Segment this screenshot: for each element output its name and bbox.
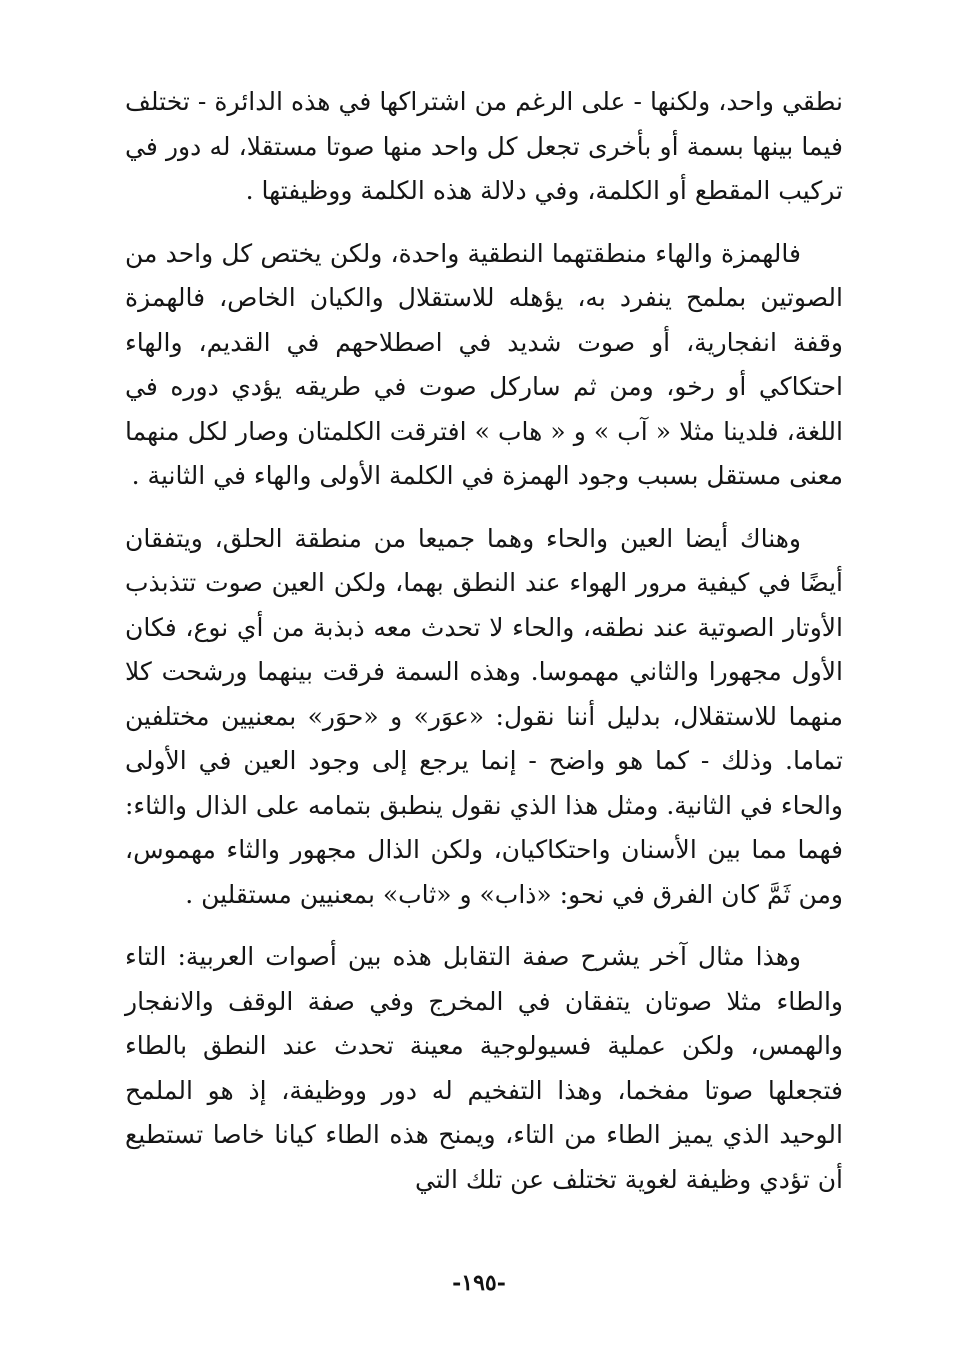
- body-text: [125, 80, 843, 1202]
- page-number: -١٩٥-: [452, 1270, 506, 1296]
- paragraph-3: وهناك أيضا العين والحاء وهما جميعا من منطقة الحلق، ويتفقان أيضًا في كيفية مرور الهواء عند النطق بهما، ولكن العين صوت تتذبذب الأوتار الصوتية عند نطقه، والحاء لا تحدث معه ذبذبة من أي نوع، فكان الأول مجهورا والثاني مهموسا. وهذه السمة فرقت بينهما ورشحت كلا منهما للاستقلال، بدليل أننا نقول: «عوَر» و «حوَر» بمعنيين مختلفين تماما. وذلك - كما هو واضح - إنما يرجع إلى وجود العين في الأولى والحاء في الثانية. ومثل هذا الذي نقول ينطبق بتمامه على الذال والثاء: فهما مما بين الأسنان واحتكاكيان، ولكن الذال مجهور والثاء مهموس، ومن ثَمَّ كان الفرق في نحو: «ذاب» و «ثاب» بمعنيين مستقلين .: [125, 523, 843, 909]
- paragraph-1: نطقي واحد، ولكنها - على الرغم من اشتراكها في هذه الدائرة - تختلف فيما بينها بسمة أو بأخرى تجعل كل واحد منها صوتا مستقلا، له دور في تركيب المقطع أو الكلمة، وفي دلالة هذه الكلمة ووظيفتها .: [125, 87, 843, 205]
- paragraph-2: فالهمزة والهاء منطقتهما النطقية واحدة، ولكن يختص كل واحد من الصوتين بملمح ينفرد به، يؤهله للاستقلال والكيان الخاص، فالهمزة وقفة انفجارية، أو صوت شديد في اصطلاحهم في القديم، والهاء احتكاكي أو رخو، ومن ثم ساركل صوت في طريقه يؤدي دوره في اللغة، فلدينا مثلا « آب » و « هاب » افترقت الكلمتان وصار لكل منهما معنى مستقل بسبب وجود الهمزة في الكلمة الأولى والهاء في الثانية .: [125, 238, 843, 490]
- paragraph-4: وهذا مثال آخر يشرح صفة التقابل هذه بين أصوات العربية: التاء والطاء مثلا صوتان يتفقان في المخرج وفي صفة الوقف والانفجار والهمس، ولكن عملية فسيولوجية معينة تحدث عند النطق بالطاء فتجعلها صوتا مفخما، وهذا التفخيم له دور ووظيفة، إذ هو الملمح الوحيد الذي يميز الطاء من التاء، ويمنح هذه الطاء كيانا خاصا تستطيع أن تؤدي وظيفة لغوية تختلف عن تلك التي: [125, 942, 843, 1194]
